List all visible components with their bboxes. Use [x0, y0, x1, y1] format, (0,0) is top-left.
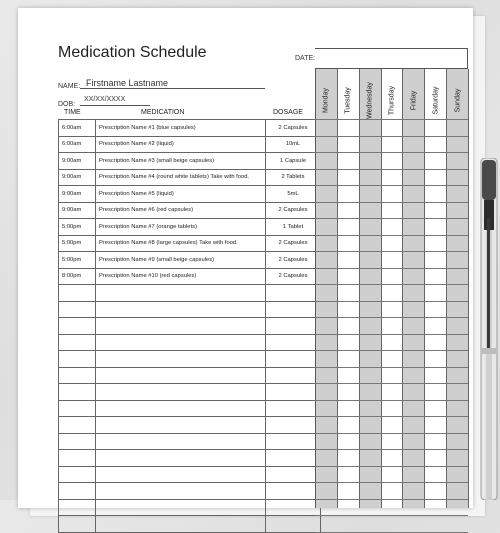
grid-line — [315, 119, 468, 120]
table-row — [59, 202, 321, 219]
cell-medication[interactable]: Prescription Name #2 (liquid) — [96, 136, 266, 153]
cell-dosage[interactable]: 2 Capsules — [266, 120, 321, 137]
cell-medication[interactable] — [96, 384, 266, 401]
cell-dosage[interactable]: 10mL — [266, 136, 321, 153]
day-label: Friday — [410, 90, 418, 111]
cell-medication[interactable] — [96, 318, 266, 335]
table-row — [59, 499, 321, 516]
cell-medication[interactable] — [96, 417, 266, 434]
grid-line — [315, 251, 468, 252]
table-row — [59, 268, 321, 285]
cell-time[interactable] — [59, 334, 96, 351]
date-field[interactable] — [315, 48, 468, 69]
table-row — [59, 120, 321, 137]
grid-line — [315, 367, 468, 368]
cell-time[interactable]: 9:00am — [59, 169, 96, 186]
day-label: Saturday — [432, 86, 440, 115]
cell-dosage[interactable] — [266, 351, 321, 368]
cell-medication[interactable] — [96, 516, 266, 533]
grid-line — [315, 466, 468, 467]
cell-medication[interactable]: Prescription Name #8 (large capsules) Take with food. — [96, 235, 266, 252]
cell-dosage[interactable] — [266, 318, 321, 335]
grid-line — [315, 301, 468, 302]
cell-dosage[interactable] — [266, 301, 321, 318]
cell-dosage[interactable] — [266, 450, 321, 467]
grid-line — [315, 152, 468, 153]
cell-time[interactable] — [59, 516, 96, 533]
grid-line — [315, 218, 468, 219]
day-label: Monday — [322, 88, 330, 113]
table-row — [59, 301, 321, 318]
cell-dosage[interactable] — [266, 466, 321, 483]
cell-medication[interactable]: Prescription Name #4 (round white tablets) Take with food. — [96, 169, 266, 186]
name-label: NAME: — [58, 83, 81, 90]
table-row — [59, 235, 321, 252]
table-row — [59, 219, 321, 236]
cell-dosage[interactable] — [266, 334, 321, 351]
cell-dosage[interactable]: 2 Capsules — [266, 235, 321, 252]
day-label: Thursday — [388, 85, 396, 116]
cell-time[interactable] — [59, 318, 96, 335]
grid-line — [315, 202, 468, 203]
grid-line — [315, 433, 468, 434]
cell-time[interactable]: 8:00pm — [59, 268, 96, 285]
cell-time[interactable] — [59, 433, 96, 450]
cell-time[interactable] — [59, 384, 96, 401]
header-time: TIME — [64, 109, 81, 116]
cell-medication[interactable] — [96, 499, 266, 516]
cell-dosage[interactable] — [266, 400, 321, 417]
table-row — [59, 417, 321, 434]
cell-medication[interactable]: Prescription Name #5 (liquid) — [96, 186, 266, 203]
table-row — [59, 169, 321, 186]
cell-time[interactable] — [59, 483, 96, 500]
dob-label: DOB: — [58, 101, 76, 108]
cell-medication[interactable] — [96, 285, 266, 302]
cell-dosage[interactable] — [266, 367, 321, 384]
cell-dosage[interactable] — [266, 417, 321, 434]
date-label: DATE: — [295, 55, 316, 62]
table-row — [59, 318, 321, 335]
header-medication: MEDICATION — [141, 109, 185, 116]
table-row — [59, 334, 321, 351]
table-row — [59, 153, 321, 170]
grid-line — [315, 532, 468, 533]
grid-line — [315, 499, 468, 500]
cell-medication[interactable]: Prescription Name #9 (small beige capsules) — [96, 252, 266, 269]
cell-medication[interactable] — [96, 483, 266, 500]
cell-medication[interactable]: Prescription Name #3 (small beige capsules) — [96, 153, 266, 170]
grid-line — [315, 268, 468, 269]
cell-dosage[interactable]: 2 Capsules — [266, 268, 321, 285]
table-row — [59, 483, 321, 500]
cell-time[interactable]: 9:00am — [59, 202, 96, 219]
grid-line — [315, 235, 468, 236]
table-row — [59, 136, 321, 153]
grid-line — [315, 416, 468, 417]
grid-line — [315, 334, 468, 335]
cell-time[interactable] — [59, 417, 96, 434]
table-row — [59, 367, 321, 384]
table-row — [59, 466, 321, 483]
cell-dosage[interactable]: 2 Capsules — [266, 252, 321, 269]
cell-dosage[interactable]: 5mL — [266, 186, 321, 203]
table-row — [59, 450, 321, 467]
dob-underline — [80, 105, 150, 106]
table-row — [59, 285, 321, 302]
medication-table — [58, 119, 321, 533]
table-row — [59, 384, 321, 401]
cell-dosage[interactable]: 2 Capsules — [266, 202, 321, 219]
grid-line — [315, 284, 468, 285]
grid-line — [315, 449, 468, 450]
cell-time[interactable]: 6:00am — [59, 136, 96, 153]
cell-medication[interactable]: Prescription Name #6 (red capsules) — [96, 202, 266, 219]
cell-time[interactable] — [59, 301, 96, 318]
grid-line — [315, 169, 468, 170]
table-row — [59, 516, 321, 533]
grid-line — [315, 317, 468, 318]
dob-value[interactable]: XX/XX/XXXX — [84, 96, 126, 103]
cell-medication[interactable] — [96, 301, 266, 318]
cell-time[interactable] — [59, 367, 96, 384]
cell-time[interactable] — [59, 499, 96, 516]
cell-medication[interactable] — [96, 334, 266, 351]
grid-line — [315, 482, 468, 483]
cell-dosage[interactable]: 1 Capsule — [266, 153, 321, 170]
cell-dosage[interactable] — [266, 483, 321, 500]
day-label: Sunday — [454, 88, 462, 113]
cell-dosage[interactable] — [266, 433, 321, 450]
name-value[interactable]: Firstname Lastname — [86, 78, 169, 88]
cell-time[interactable] — [59, 400, 96, 417]
table-row — [59, 186, 321, 203]
table-row — [59, 252, 321, 269]
cell-dosage[interactable] — [266, 285, 321, 302]
column-headers — [58, 109, 315, 119]
table-row — [59, 433, 321, 450]
page-title: Medication Schedule — [58, 44, 207, 61]
cell-time[interactable]: 5:00pm — [59, 252, 96, 269]
cell-medication[interactable] — [96, 433, 266, 450]
cell-time[interactable]: 5:00pm — [59, 235, 96, 252]
cell-time[interactable] — [59, 450, 96, 467]
cell-medication[interactable] — [96, 450, 266, 467]
cell-time[interactable]: 5:00pm — [59, 219, 96, 236]
cell-medication[interactable] — [96, 351, 266, 368]
cell-dosage[interactable] — [266, 516, 321, 533]
cell-time[interactable]: 9:00am — [59, 153, 96, 170]
table-row — [59, 351, 321, 368]
grid-line — [315, 350, 468, 351]
cell-medication[interactable]: Prescription Name #1 (blue capsules) — [96, 120, 266, 137]
cell-time[interactable] — [59, 285, 96, 302]
grid-line — [315, 383, 468, 384]
cell-medication[interactable] — [96, 367, 266, 384]
cell-time[interactable] — [59, 466, 96, 483]
grid-line — [315, 136, 468, 137]
name-underline — [80, 88, 265, 89]
grid-line — [315, 400, 468, 401]
cell-dosage[interactable]: 2 Tablets — [266, 169, 321, 186]
schedule-sheet — [18, 8, 473, 508]
cell-dosage[interactable]: 1 Tablet — [266, 219, 321, 236]
cell-time[interactable]: 9:00am — [59, 186, 96, 203]
cell-medication[interactable]: Prescription Name #10 (red capsules) — [96, 268, 266, 285]
pen-icon — [478, 158, 500, 500]
cell-dosage[interactable] — [266, 499, 321, 516]
table-row — [59, 400, 321, 417]
grid-line — [315, 515, 468, 516]
cell-time[interactable]: 6:00am — [59, 120, 96, 137]
day-label: Wednesday — [366, 82, 374, 119]
cell-medication[interactable]: Prescription Name #7 (orange tablets) — [96, 219, 266, 236]
header-dosage: DOSAGE — [273, 109, 303, 116]
cell-dosage[interactable] — [266, 384, 321, 401]
grid-line — [315, 185, 468, 186]
cell-time[interactable] — [59, 351, 96, 368]
cell-medication[interactable] — [96, 466, 266, 483]
cell-medication[interactable] — [96, 400, 266, 417]
day-label: Tuesday — [344, 87, 352, 114]
